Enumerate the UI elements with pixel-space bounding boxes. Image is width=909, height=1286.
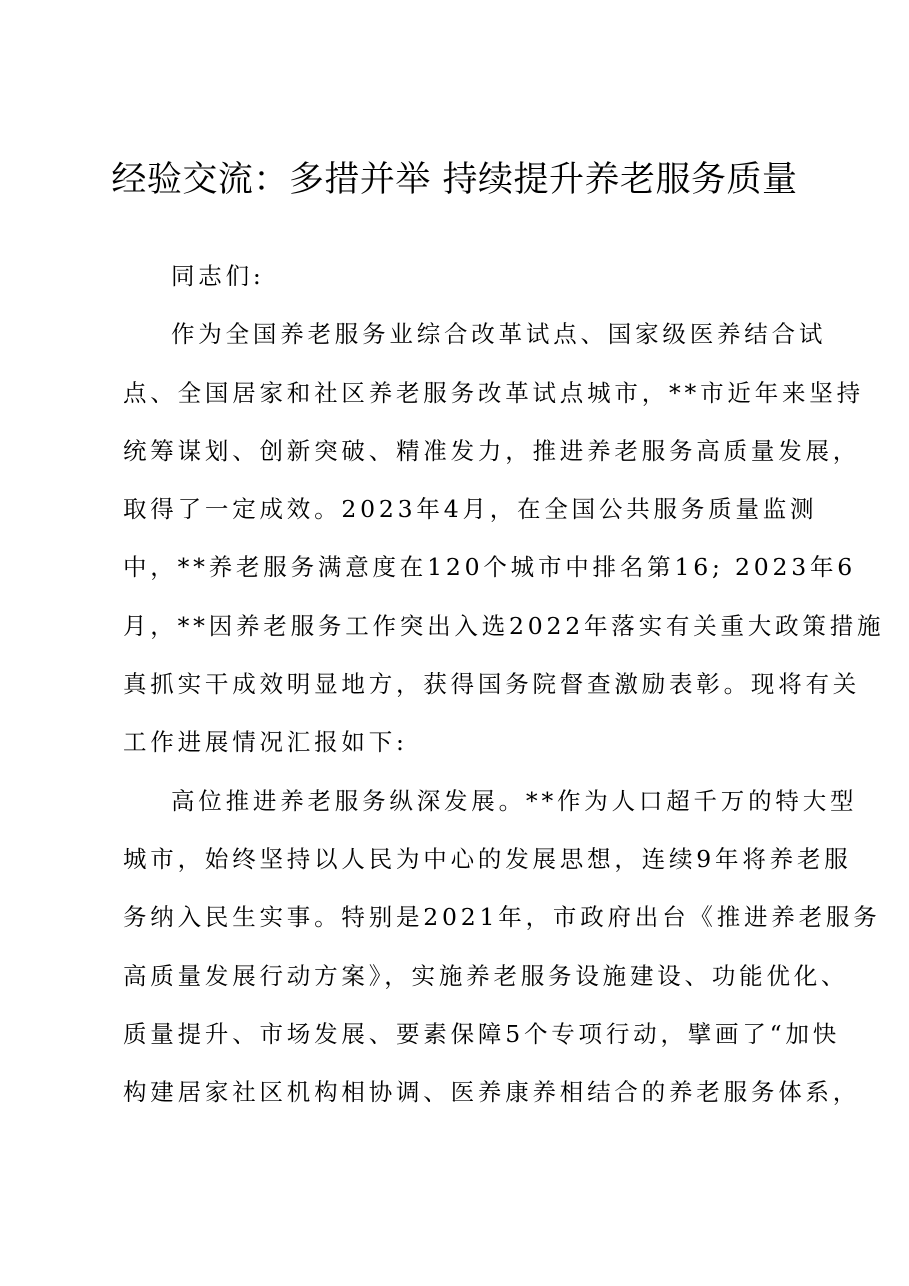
body-line: 点、全国居家和社区养老服务改革试点城市，**市近年来坚持 xyxy=(123,378,864,407)
body-line: 城市，始终坚持以人民为中心的发展思想，连续9年将养老服 xyxy=(123,844,852,873)
body-line: 同志们: xyxy=(171,262,265,290)
body-line: 真抓实干成效明显地方，获得国务院督查激励表彰。现将有关 xyxy=(123,670,861,699)
body-line: 高质量发展行动方案》，实施养老服务设施建设、功能优化、 xyxy=(123,961,849,990)
body-line: 构建居家社区机构相协调、医养康养相结合的养老服务体系， xyxy=(123,1078,861,1107)
body-line: 质量提升、市场发展、要素保障5个专项行动，擘画了“加快 xyxy=(123,1019,841,1048)
body-line: 务纳入民生实事。特别是2021年，市政府出台《推进养老服务 xyxy=(123,903,881,932)
document-title: 经验交流：多措并举 持续提升养老服务质量 xyxy=(111,160,798,200)
body-line: 作为全国养老服务业综合改革试点、国家级医养结合试 xyxy=(171,320,827,349)
document-body xyxy=(123,254,885,1128)
body-line: 高位推进养老服务纵深发展。**作为人口超千万的特大型 xyxy=(171,786,858,815)
body-line: 取得了一定成效。2023年4月，在全国公共服务质量监测 xyxy=(123,495,818,524)
body-line: 统筹谋划、创新突破、精准发力，推进养老服务高质量发展， xyxy=(123,436,861,465)
body-line: 中，**养老服务满意度在120个城市中排名第16; 2023年6 xyxy=(123,553,857,582)
body-line: 月，**因养老服务工作突出入选2022年落实有关重大政策措施 xyxy=(123,611,885,640)
body-line: 工作进展情况汇报如下: xyxy=(123,728,408,757)
